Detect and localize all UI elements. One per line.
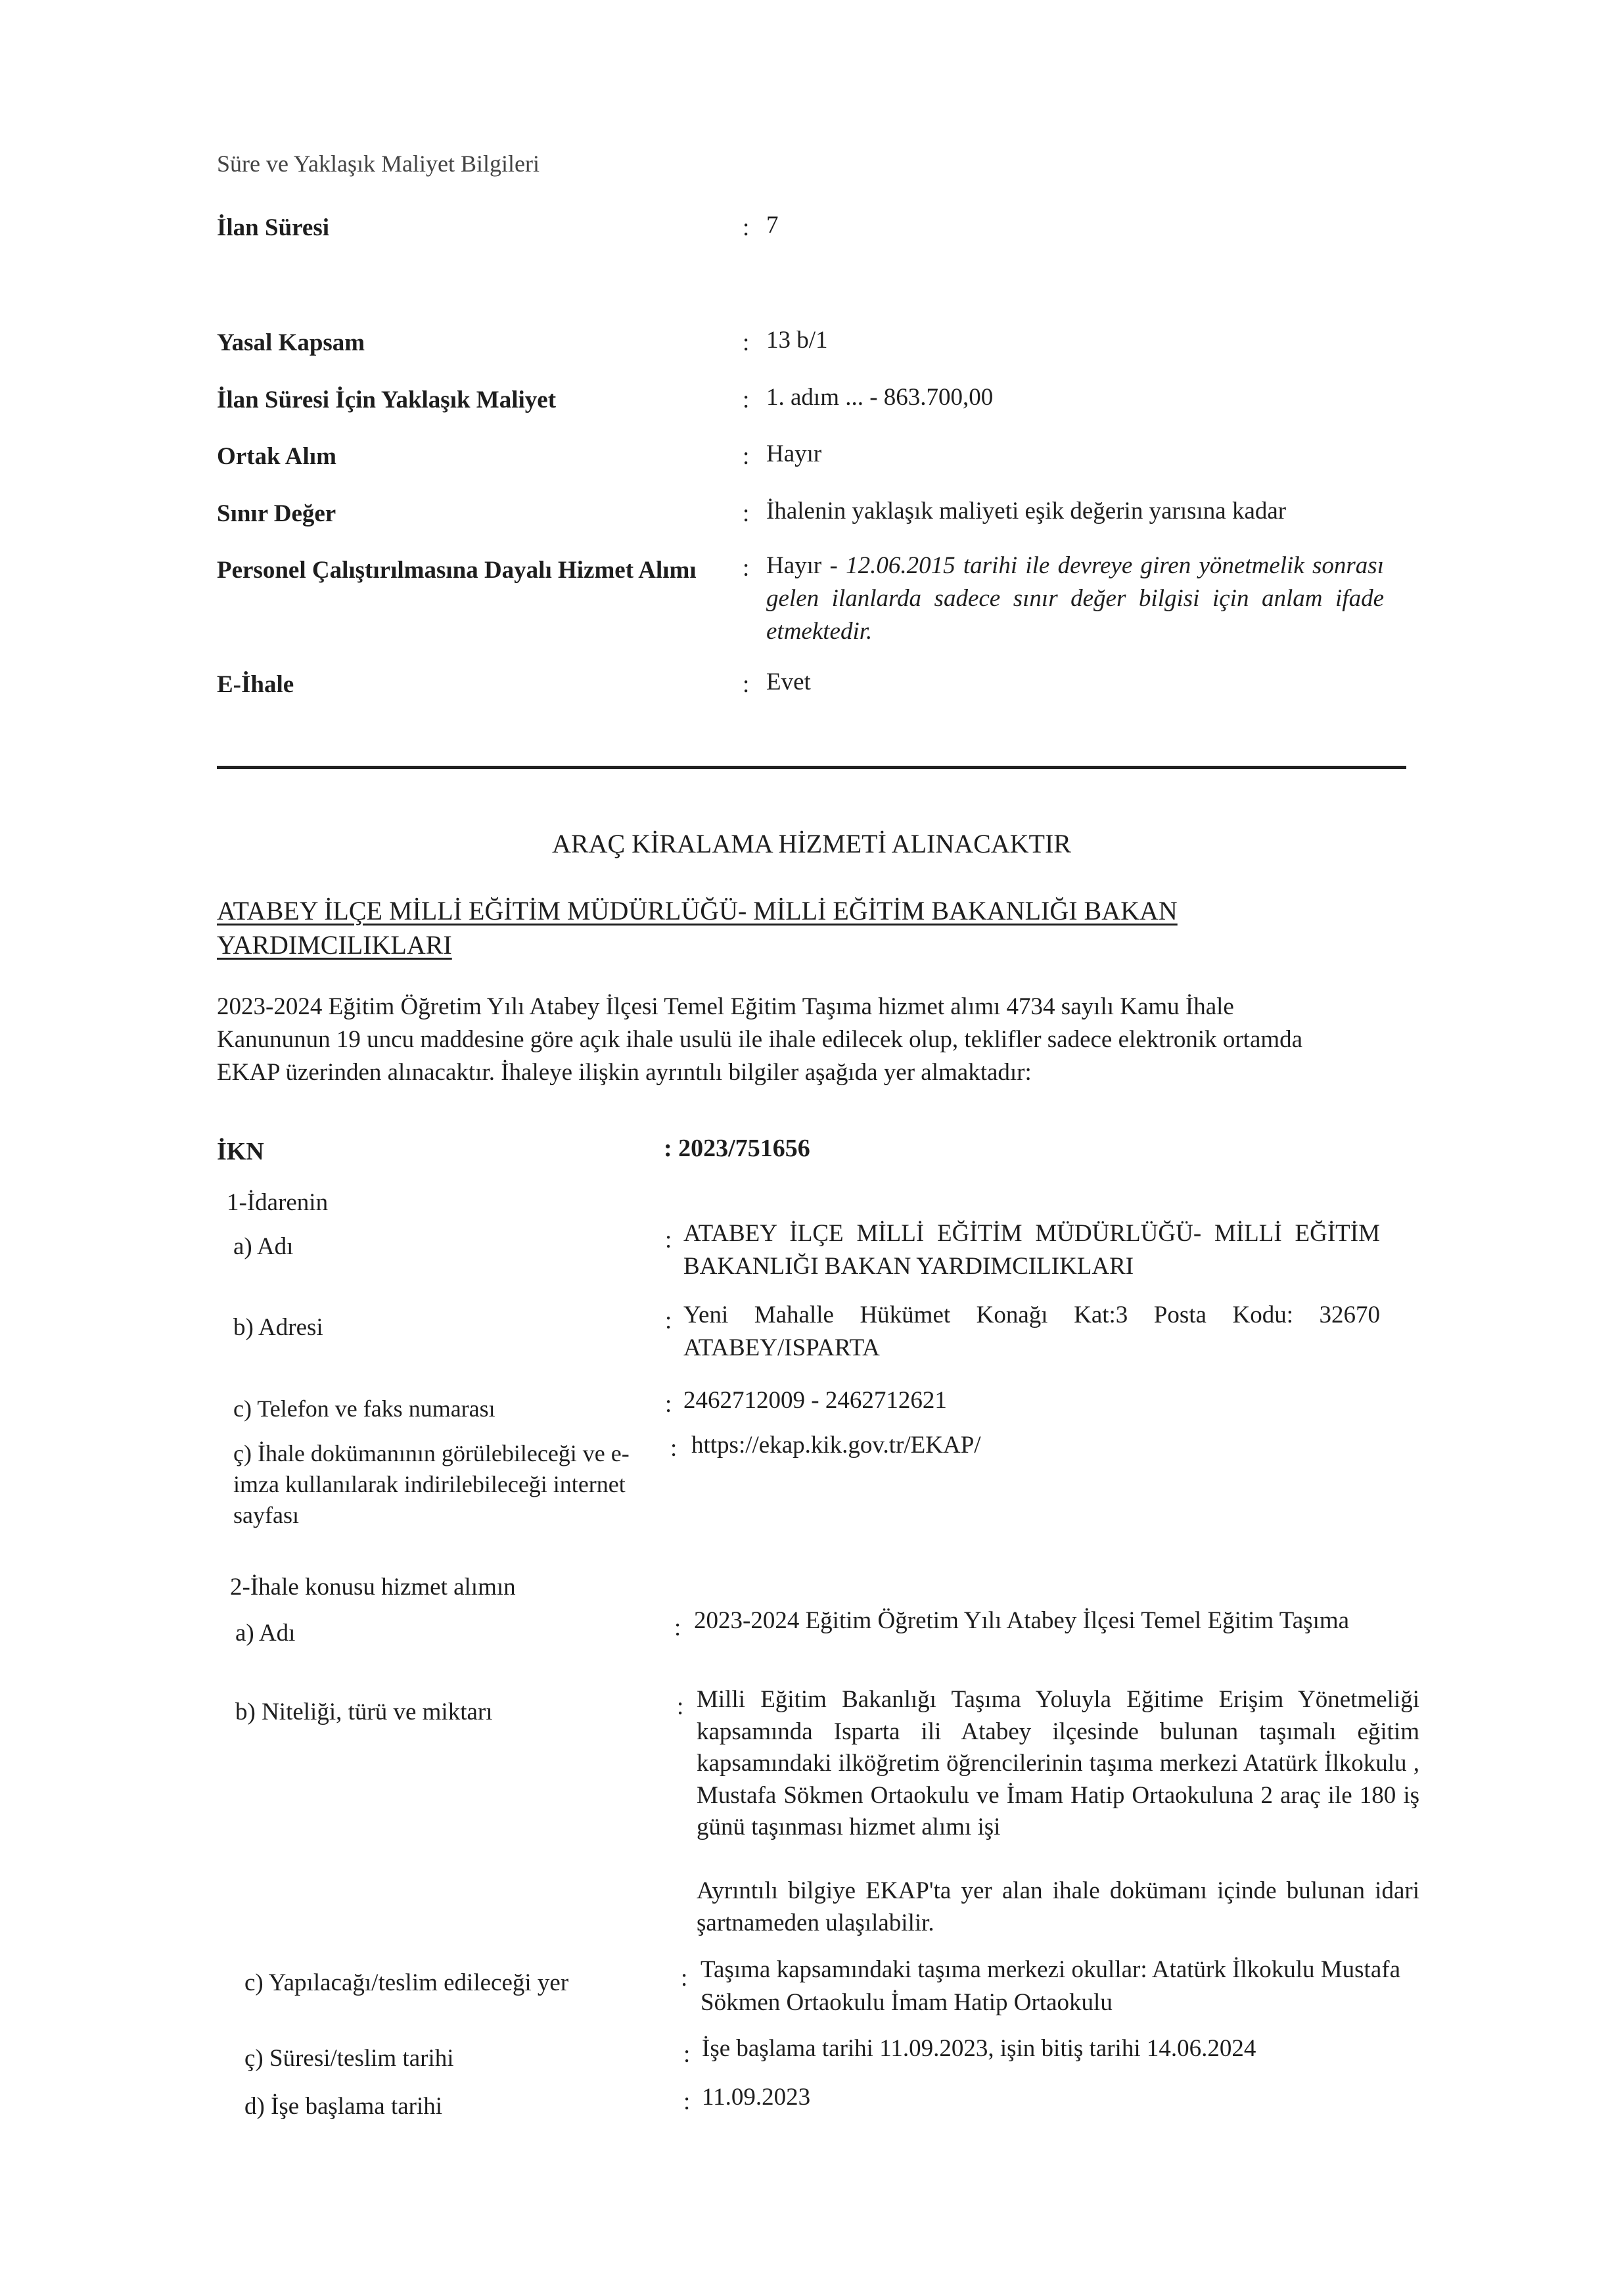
personel-label: Personel Çalıştırılmasına Dayalı Hizmet Alımı <box>217 557 697 584</box>
idare-name-value: ATABEY İLÇE MİLLİ EĞİTİM MÜDÜRLÜĞÜ- MİLLİ EĞİTİM BAKANLIĞI BAKAN YARDIMCILIKLARI <box>683 1220 1380 1280</box>
personel-value <box>766 550 1384 648</box>
hizmet-heading: 2-İhale konusu hizmet alımın <box>230 1574 516 1601</box>
hizmet-place-value: Taşıma kapsamındaki taşıma merkezi okullar: Atatürk İlkokulu Mustafa Sökmen Ortaokulu İmam Hatip Ortaokulu <box>701 1956 1400 2016</box>
colon: : <box>670 1435 678 1462</box>
divider <box>217 766 1406 769</box>
ikn-value: : 2023/751656 <box>664 1135 810 1162</box>
ilan-suresi-label: İlan Süresi <box>217 214 330 241</box>
yasal-kapsam-value: 13 b/1 <box>766 327 828 354</box>
colon: : <box>743 329 750 356</box>
colon: : <box>743 671 750 698</box>
sinir-deger-label: Sınır Değer <box>217 500 336 527</box>
colon: : <box>743 500 750 527</box>
section-header: Süre ve Yaklaşık Maliyet Bilgileri <box>217 151 540 177</box>
idare-web-label: ç) İhale dokümanının görülebileceği ve e-imza kullanılarak indirilebileceği internet sayfası <box>233 1440 630 1528</box>
authority-title: ATABEY İLÇE MİLLİ EĞİTİM MÜDÜRLÜĞÜ- MİLLİ EĞİTİM BAKANLIĞI BAKAN YARDIMCILIKLARI <box>217 896 1178 960</box>
intro-line-2: Kanununun 19 uncu maddesine göre açık ihale usulü ile ihale edilecek olup, teklifler sadece elektronik ortamda <box>217 1026 1303 1053</box>
intro-line-3: EKAP üzerinden alınacaktır. İhaleye ilişkin ayrıntılı bilgiler aşağıda yer almaktadır: <box>217 1059 1032 1086</box>
yaklasik-maliyet-label: İlan Süresi İçin Yaklaşık Maliyet <box>217 387 557 413</box>
ilan-suresi-value: 7 <box>766 212 779 239</box>
colon: : <box>681 1965 688 1992</box>
colon: : <box>665 1227 672 1253</box>
yasal-kapsam-label: Yasal Kapsam <box>217 329 365 356</box>
hizmet-duration-label: ç) Süresi/teslim tarihi <box>244 2045 454 2072</box>
hizmet-nature-note: Ayrıntılı bilgiye EKAP'ta yer alan ihale dokümanı içinde bulunan idari şartnameden ulaşılabilir. <box>697 1877 1419 1936</box>
idare-heading: 1-İdarenin <box>227 1189 329 1216</box>
colon: : <box>677 1693 684 1720</box>
ikn-label: İKN <box>217 1138 264 1165</box>
colon: : <box>665 1391 672 1418</box>
personel-value-prefix: Hayır - <box>766 552 846 579</box>
hizmet-name-value: 2023-2024 Eğitim Öğretim Yılı Atabey İlçesi Temel Eğitim Taşıma <box>694 1607 1350 1634</box>
hizmet-start-value: 11.09.2023 <box>702 2084 811 2111</box>
yaklasik-maliyet-value: 1. adım ... - 863.700,00 <box>766 384 994 411</box>
hizmet-start-label: d) İşe başlama tarihi <box>244 2093 443 2120</box>
hizmet-nature-label: b) Niteliği, türü ve miktarı <box>235 1699 493 1725</box>
e-ihale-label: E-İhale <box>217 671 294 698</box>
idare-web-value: https://ekap.kik.gov.tr/EKAP/ <box>691 1432 981 1459</box>
ortak-alim-value: Hayır <box>766 440 822 467</box>
hizmet-nature-value: Milli Eğitim Bakanlığı Taşıma Yoluyla Eğitime Erişim Yönetmeliği kapsamında Isparta ili Atabey ilçesinde bulunan taşımalı eğitim kapsamındaki ilköğretim öğrencilerinin taşıma merkezi Atatürk İlkokulu , Mustafa Sökmen Ortaokulu ve İmam Hatip Ortaokuluna 2 araç ile 180 iş günü taşınması hizmet alımı işi <box>697 1686 1419 1840</box>
idare-phone-label: c) Telefon ve faks numarası <box>233 1395 495 1422</box>
intro-line-1: 2023-2024 Eğitim Öğretim Yılı Atabey İlçesi Temel Eğitim Taşıma hizmet alımı 4734 sayılı Kamu İhale <box>217 993 1234 1020</box>
idare-phone-value: 2462712009 - 2462712621 <box>683 1387 947 1414</box>
idare-name-label: a) Adı <box>233 1233 294 1260</box>
colon: : <box>743 214 750 241</box>
personel-value-note: 12.06.2015 tarihi ile devreye giren yönetmelik sonrası gelen ilanlarda sadece sınır değer bilgisi için anlam ifade etmektedir. <box>766 552 1384 645</box>
hizmet-name-label: a) Adı <box>235 1620 296 1647</box>
notice-title: ARAÇ KİRALAMA HİZMETİ ALINACAKTIR <box>552 829 1071 858</box>
ortak-alim-label: Ortak Alım <box>217 443 336 470</box>
colon: : <box>674 1614 681 1641</box>
colon: : <box>683 2088 691 2115</box>
idare-address-label: b) Adresi <box>233 1314 323 1341</box>
colon: : <box>743 387 750 413</box>
colon: : <box>743 555 750 582</box>
colon: : <box>683 2041 691 2068</box>
sinir-deger-value: İhalenin yaklaşık maliyeti eşik değerin yarısına kadar <box>766 498 1287 525</box>
e-ihale-value: Evet <box>766 668 811 695</box>
hizmet-duration-value: İşe başlama tarihi 11.09.2023, işin bitiş tarihi 14.06.2024 <box>702 2035 1256 2062</box>
idare-address-value: Yeni Mahalle Hükümet Konağı Kat:3 Posta Kodu: 32670 ATABEY/ISPARTA <box>683 1301 1380 1361</box>
colon: : <box>665 1307 672 1334</box>
hizmet-place-label: c) Yapılacağı/teslim edileceği yer <box>244 1969 569 1996</box>
colon: : <box>743 443 750 470</box>
